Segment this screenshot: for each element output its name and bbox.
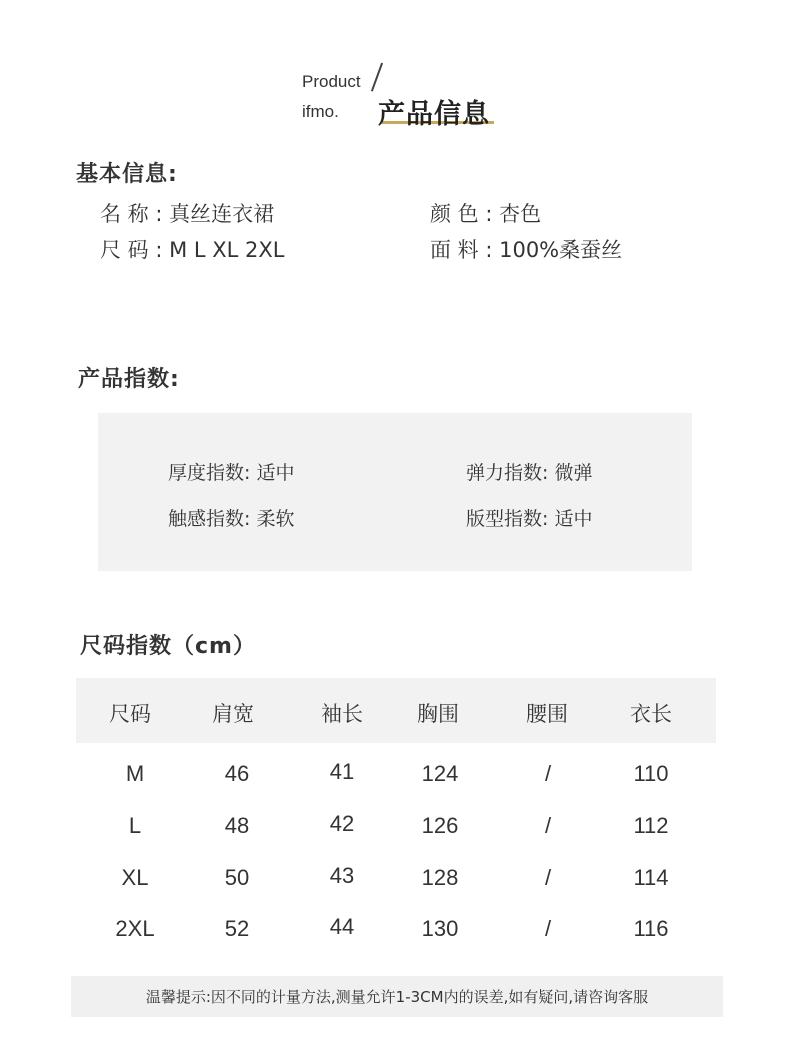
- header-en-line2: ifmo.: [302, 102, 339, 121]
- header-shoulder: 肩宽: [212, 702, 254, 726]
- header-length: 衣长: [630, 702, 672, 726]
- header-chest: 胸围: [417, 702, 459, 726]
- info-color: 颜 色 : 杏色: [430, 202, 542, 226]
- table-cell: 44: [329, 914, 355, 939]
- table-cell: 42: [329, 811, 355, 836]
- table-cell: 110: [633, 761, 669, 786]
- table-cell: L: [128, 813, 142, 838]
- table-cell: 124: [421, 761, 459, 786]
- table-cell: 114: [633, 865, 669, 890]
- page-title: 产品信息: [378, 99, 490, 130]
- table-cell: 50: [224, 865, 250, 890]
- table-cell: 43: [329, 863, 355, 888]
- table-cell: M: [125, 761, 145, 786]
- product-index-title: 产品指数:: [78, 367, 180, 392]
- table-cell: /: [544, 761, 552, 786]
- index-touch: 触感指数: 柔软: [168, 508, 295, 530]
- header-size: 尺码: [109, 702, 151, 726]
- table-cell: 126: [421, 813, 459, 838]
- table-cell: 41: [329, 759, 355, 784]
- header-slash: [371, 63, 383, 92]
- info-fabric: 面 料 : 100%桑蚕丝: [430, 238, 623, 262]
- table-cell: 116: [633, 916, 669, 941]
- info-size: 尺 码 : M L XL 2XL: [100, 238, 285, 262]
- index-panel: [98, 413, 692, 571]
- table-cell: 128: [421, 865, 459, 890]
- header-en-line1: Product: [302, 72, 361, 91]
- header-waist: 腰围: [526, 702, 568, 726]
- basic-info-title: 基本信息:: [76, 162, 178, 187]
- footer-note: [71, 976, 723, 1017]
- table-cell: 48: [224, 813, 250, 838]
- info-name: 名 称 : 真丝连衣裙: [100, 202, 275, 226]
- table-cell: 2XL: [115, 916, 155, 941]
- table-cell: 112: [633, 813, 669, 838]
- table-cell: 52: [224, 916, 250, 941]
- header-sleeve: 袖长: [321, 702, 363, 726]
- table-cell: /: [544, 916, 552, 941]
- index-elasticity: 弹力指数: 微弹: [466, 462, 593, 484]
- table-cell: 46: [224, 761, 250, 786]
- size-index-title: 尺码指数（cm）: [80, 634, 256, 659]
- table-cell: 130: [421, 916, 459, 941]
- index-fit: 版型指数: 适中: [466, 508, 593, 530]
- footer-note-text: 温馨提示:因不同的计量方法,测量允许1-3CM内的误差,如有疑问,请咨询客服: [145, 988, 649, 1006]
- index-thickness: 厚度指数: 适中: [168, 462, 295, 484]
- table-cell: /: [544, 865, 552, 890]
- table-cell: /: [544, 813, 552, 838]
- table-cell: XL: [121, 865, 149, 890]
